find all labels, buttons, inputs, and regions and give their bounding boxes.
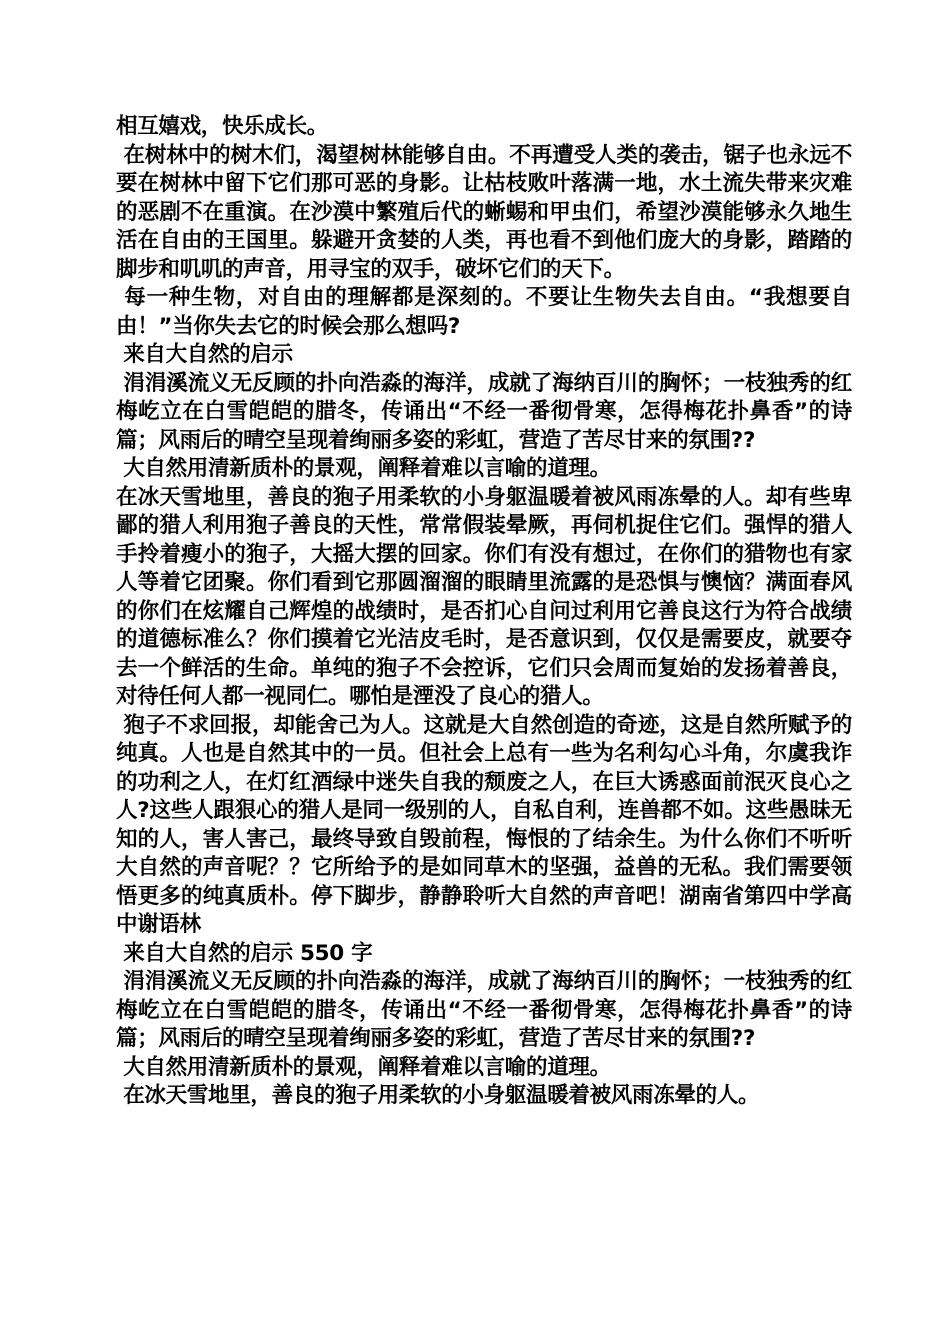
paragraph: 在冰天雪地里，善良的狍子用柔软的小身躯温暖着被风雨冻晕的人。 bbox=[116, 1083, 760, 1108]
paragraph: 狍子不求回报，却能舍己为人。这就是大自然创造的奇迹，这是自然所赋予的纯真。人也是自然其中的一员。但社会上总有一些为名利勾心斗角，尔虞我诈的功利之人，在灯红酒绿中迷失自我的颓废之人，在巨大诱惑面前泯灭良心之人?这些人跟狠心的猎人是同一级别的人，自私自利，连兽都不如。这些愚昧无知的人，害人害己，最终导致自毁前程，悔恨的了结余生。为什么你们不听听大自然的声音呢？？它所给予的是如同草木的坚强，益兽的无私。我们需要领悟更多的纯真质朴。停下脚步，静静聆听大自然的声音吧！湖南省第四中学高中谢语林 bbox=[116, 712, 852, 937]
paragraph: 每一种生物，对自由的理解都是深刻的。不要让生物失去自由。“我想要自由！”当你失去它的时候会那么想吗? bbox=[116, 285, 853, 339]
paragraph: 在树林中的树木们，渴望树林能够自由。不再遭受人类的袭击，锯子也永远不要在树林中留下它们那可恶的身影。让枯枝败叶落满一地，水土流失带来灾难的恶剧不在重演。在沙漠中繁殖后代的蜥蜴和甲虫们，希望沙漠能够永久地生活在自由的王国里。躲避开贪婪的人类，再也看不到他们庞大的身影，踏踏的脚步和叽叽的声音，用寻宝的双手，破坏它们的天下。 bbox=[116, 142, 852, 282]
document-body bbox=[116, 113, 852, 1111]
paragraph: 在冰天雪地里，善良的狍子用柔软的小身躯温暖着被风雨冻晕的人。却有些卑鄙的猎人利用狍子善良的天性，常常假装晕厥，再伺机捉住它们。强悍的猎人手拎着瘦小的狍子，大摇大摆的回家。你们有没有想过，在你们的猎物也有家人等着它团聚。你们看到它那圆溜溜的眼睛里流露的是恐惧与懊恼？满面春风的你们在炫耀自己辉煌的战绩时，是否扪心自问过利用它善良这行为符合战绩的道德标准么？你们摸着它光洁皮毛时，是否意识到，仅仅是需要皮，就要夺去一个鲜活的生命。单纯的狍子不会控诉，它们只会周而复始的发扬着善良，对待任何人都一视同仁。哪怕是湮没了良心的猎人。 bbox=[116, 484, 852, 709]
paragraph: 涓涓溪流义无反顾的扑向浩淼的海洋，成就了海纳百川的胸怀；一枝独秀的红梅屹立在白雪皑皑的腊冬，传诵出“不经一番彻骨寒，怎得梅花扑鼻香”的诗篇；风雨后的晴空呈现着绚丽多姿的彩虹，营造了苦尽甘来的氛围?? bbox=[116, 969, 852, 1051]
paragraph: 大自然用清新质朴的景观，阐释着难以言喻的道理。 bbox=[116, 456, 611, 481]
section-heading: 来自大自然的启示 550 字 bbox=[116, 940, 373, 966]
paragraph: 大自然用清新质朴的景观，阐释着难以言喻的道理。 bbox=[116, 1054, 611, 1080]
paragraph: 相互嬉戏，快乐成长。 bbox=[116, 114, 329, 139]
paragraph: 涓涓溪流义无反顾的扑向浩淼的海洋，成就了海纳百川的胸怀；一枝独秀的红梅屹立在白雪皑皑的腊冬，传诵出“不经一番彻骨寒，怎得梅花扑鼻香”的诗篇；风雨后的晴空呈现着绚丽多姿的彩虹，营造了苦尽甘来的氛围?? bbox=[116, 370, 852, 453]
section-heading: 来自大自然的启示 bbox=[116, 342, 293, 367]
